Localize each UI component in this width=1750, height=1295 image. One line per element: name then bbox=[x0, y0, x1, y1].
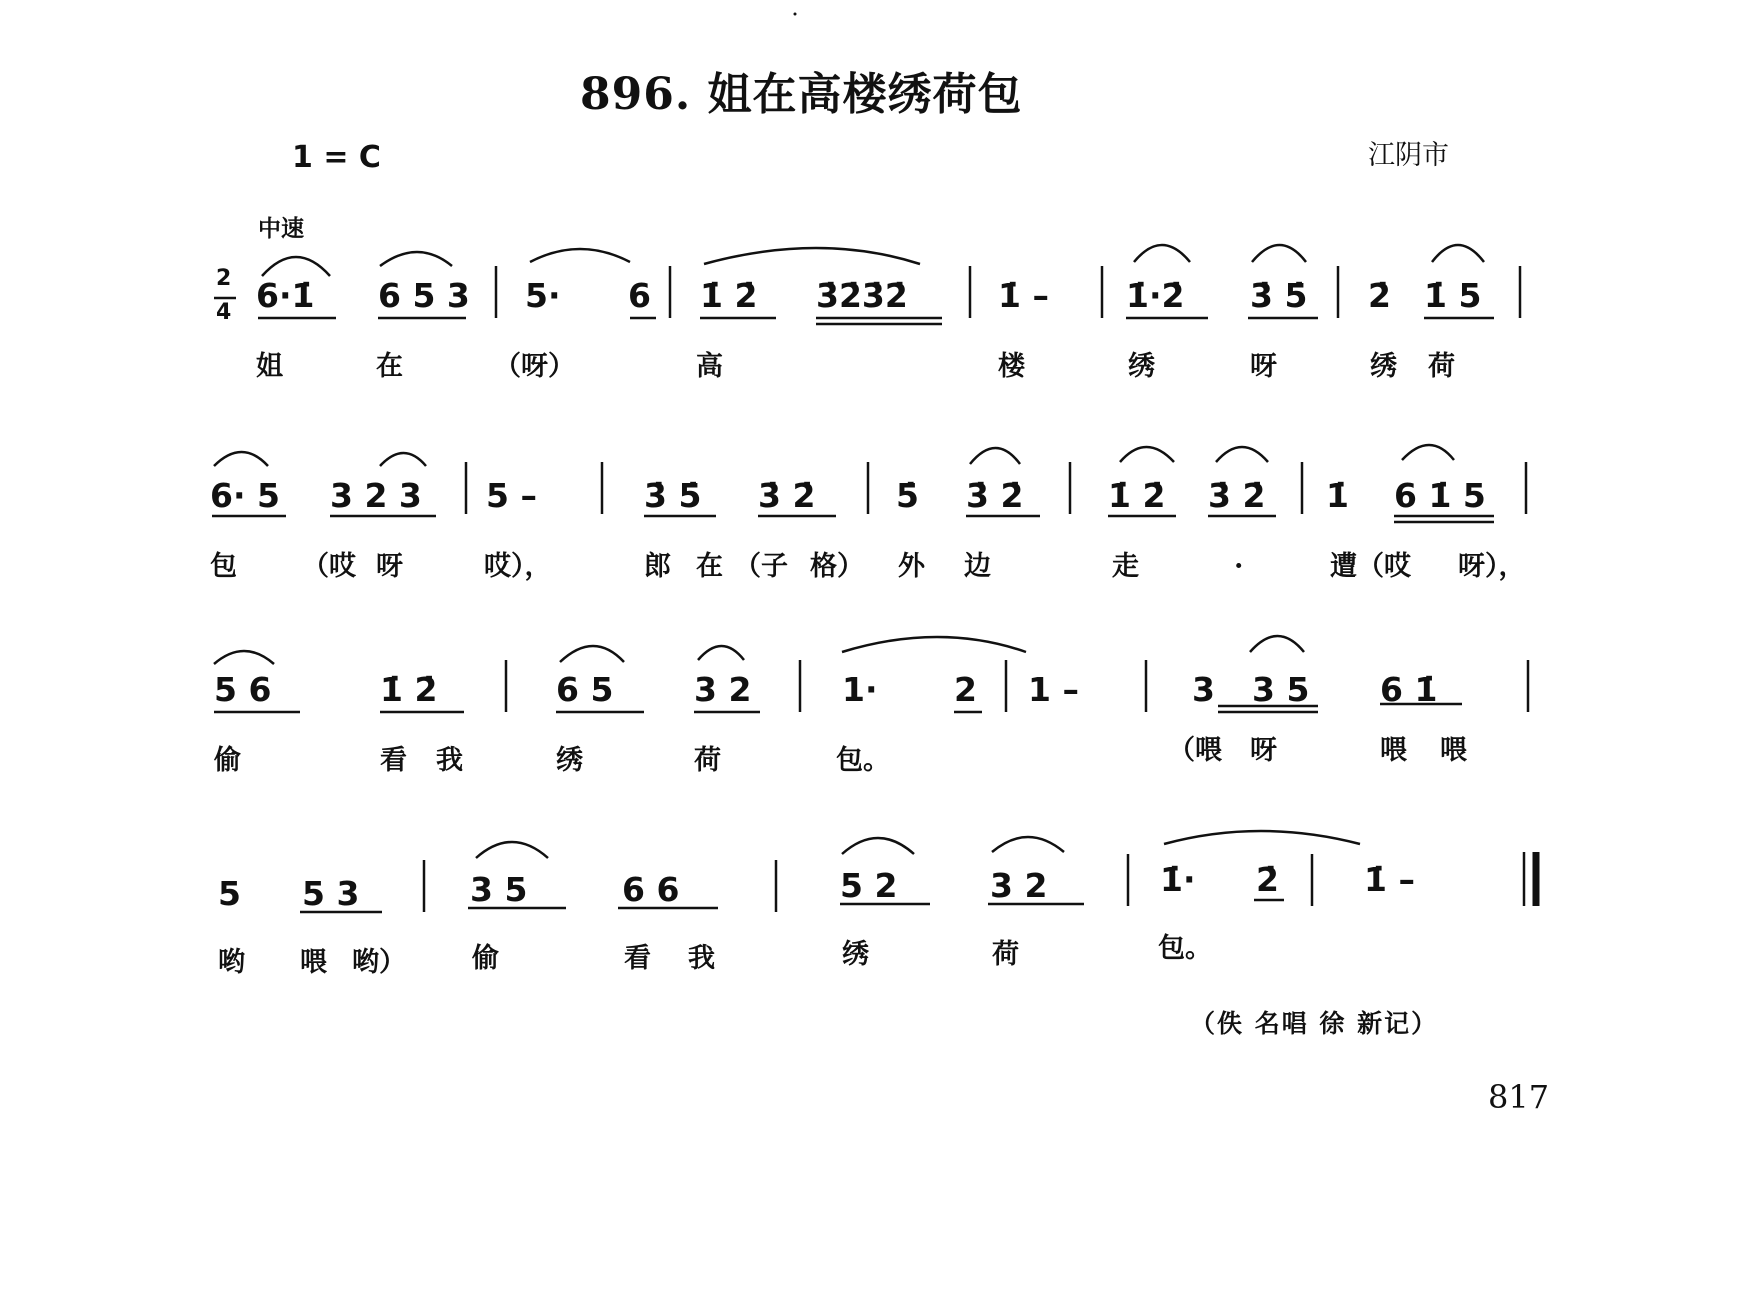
lyric: 遭（哎 bbox=[1330, 551, 1411, 582]
note-group: 3̇ 2̇ bbox=[758, 476, 816, 515]
note-group: 1̇ 2̇ bbox=[1108, 476, 1166, 515]
lyric: 包 bbox=[210, 551, 237, 582]
underlines-line-4 bbox=[300, 900, 1284, 912]
song-title: 896. 姐在高楼绣荷包 bbox=[580, 69, 1023, 120]
barlines-line-4 bbox=[424, 852, 1536, 912]
note-group: 6 5 bbox=[556, 670, 614, 709]
lyric: 荷 bbox=[992, 939, 1019, 970]
note-group: 5 – bbox=[486, 476, 537, 515]
note-group: 1̇ bbox=[1326, 476, 1349, 515]
lyric: 在 bbox=[696, 551, 723, 582]
note-group: 5 6 bbox=[214, 670, 272, 709]
lyric: 偷 bbox=[214, 745, 241, 776]
lyric: 走 bbox=[1112, 551, 1139, 582]
credit-line: （佚 名唱 徐 新记） bbox=[1190, 1009, 1439, 1038]
note-group: 3 5 bbox=[470, 870, 528, 909]
lyric: 外 bbox=[898, 551, 925, 582]
underlines-line-2 bbox=[212, 516, 1494, 522]
note-group: 6· 5 bbox=[210, 476, 280, 515]
lyric: 呀 bbox=[1250, 351, 1277, 382]
lyric: 边 bbox=[964, 551, 991, 582]
lyric: 呀 bbox=[376, 551, 403, 582]
lyric: （呀） bbox=[494, 351, 575, 382]
barlines-line-3 bbox=[506, 660, 1528, 712]
note-group: 3̇ 2̇ bbox=[966, 476, 1024, 515]
slurs-line-2 bbox=[214, 445, 1454, 466]
note-group: 6 5 3 bbox=[378, 276, 470, 315]
note-group: 2̇ bbox=[1256, 860, 1279, 899]
lyric: 看 bbox=[380, 745, 407, 776]
lyric: 郎 bbox=[644, 551, 671, 582]
time-signature-top: 2 bbox=[216, 266, 232, 291]
note-group: 1· bbox=[842, 670, 878, 709]
lyric: 在 bbox=[376, 351, 403, 382]
time-signature-bottom: 4 bbox=[216, 300, 232, 325]
note-group: 1̇·2̇ bbox=[1126, 276, 1185, 315]
lyric: （喂 bbox=[1168, 735, 1222, 766]
note-group: 1̇· bbox=[1160, 860, 1196, 899]
lyric: 哎）， bbox=[484, 551, 552, 582]
lyric: 格） bbox=[810, 551, 864, 582]
lyric: 包。 bbox=[1158, 933, 1212, 964]
note-group: 2̇ bbox=[1368, 276, 1391, 315]
note-group: 3 2 bbox=[694, 670, 752, 709]
barlines-line-1 bbox=[496, 266, 1520, 318]
note-group: 6 1̇ 5 bbox=[1394, 476, 1486, 515]
note-group: 5 bbox=[218, 874, 241, 913]
note-group: 1̇ 5 bbox=[1424, 276, 1482, 315]
print-dot bbox=[794, 13, 797, 16]
lyric: 姐 bbox=[256, 351, 283, 382]
lyric: 楼 bbox=[998, 351, 1025, 382]
lyric: 偷 bbox=[472, 943, 499, 974]
tempo-marking: 中速 bbox=[258, 215, 304, 242]
lyric: 高 bbox=[696, 351, 723, 382]
note-group: 5· bbox=[525, 276, 561, 315]
lyric: 绣 bbox=[556, 745, 583, 776]
page-number: 817 bbox=[1488, 1078, 1550, 1116]
note-group: 6·1̇ bbox=[256, 276, 315, 315]
lyric: 呀）， bbox=[1458, 551, 1526, 582]
note-group: 5̇ bbox=[896, 476, 919, 515]
key-signature: 1 = C bbox=[292, 140, 381, 175]
slurs-line-3 bbox=[214, 636, 1304, 664]
note-group: 1̇ – bbox=[998, 276, 1049, 315]
lyric: （子 bbox=[734, 551, 788, 582]
underlines-line-3 bbox=[214, 704, 1462, 712]
lyric: 荷 bbox=[694, 745, 721, 776]
region-label: 江阴市 bbox=[1368, 140, 1449, 171]
note-group: 1̇ – bbox=[1364, 860, 1415, 899]
note-group: 3̇2̇3̇2̇ bbox=[816, 276, 908, 315]
lyric: （哎 bbox=[302, 551, 356, 582]
note-group: 3 2 bbox=[990, 866, 1048, 905]
slurs-line-1 bbox=[262, 245, 1484, 276]
note-group: 3 2 3 bbox=[330, 476, 422, 515]
lyric: 呀 bbox=[1250, 735, 1277, 766]
note-group: 1 – bbox=[1028, 670, 1079, 709]
barlines-line-2 bbox=[466, 462, 1526, 514]
lyric: 喂 bbox=[1440, 735, 1467, 766]
lyric: 绣 bbox=[1128, 351, 1155, 382]
lyric: 哟 bbox=[218, 947, 245, 978]
note-group: 3̇ 5̇ bbox=[644, 476, 702, 515]
lyric: 哟） bbox=[352, 947, 406, 978]
note-group: 5 3 bbox=[302, 874, 360, 913]
underlines-line-1 bbox=[258, 318, 1494, 324]
note-group: 1̇ 2̇ bbox=[380, 670, 438, 709]
note-group: 6 6 bbox=[622, 870, 680, 909]
lyric: 喂 bbox=[1380, 735, 1407, 766]
lyric: 喂 bbox=[300, 947, 327, 978]
lyric: 绣 bbox=[842, 939, 869, 970]
note-group: 1̇ 2̇ bbox=[700, 276, 758, 315]
note-group: 3 5 bbox=[1252, 670, 1310, 709]
lyric: 包。 bbox=[836, 745, 890, 776]
note-group: 3̇ 5̇ bbox=[1250, 276, 1308, 315]
lyric: 看 bbox=[624, 943, 651, 974]
note-group: 5 2 bbox=[840, 866, 898, 905]
note-group: 6 bbox=[628, 276, 651, 315]
note-group: 3̇ 2̇ bbox=[1208, 476, 1266, 515]
lyric: 荷 bbox=[1428, 351, 1455, 382]
note-group: 6 1̇ bbox=[1380, 670, 1438, 709]
lyric: 绣 bbox=[1370, 351, 1397, 382]
note-group: 2 bbox=[954, 670, 977, 709]
lyric: 我 bbox=[436, 745, 463, 776]
slurs-line-4 bbox=[476, 831, 1360, 858]
note-group: 3 bbox=[1192, 670, 1215, 709]
lyric: · bbox=[1234, 551, 1244, 582]
lyric: 我 bbox=[688, 943, 715, 974]
